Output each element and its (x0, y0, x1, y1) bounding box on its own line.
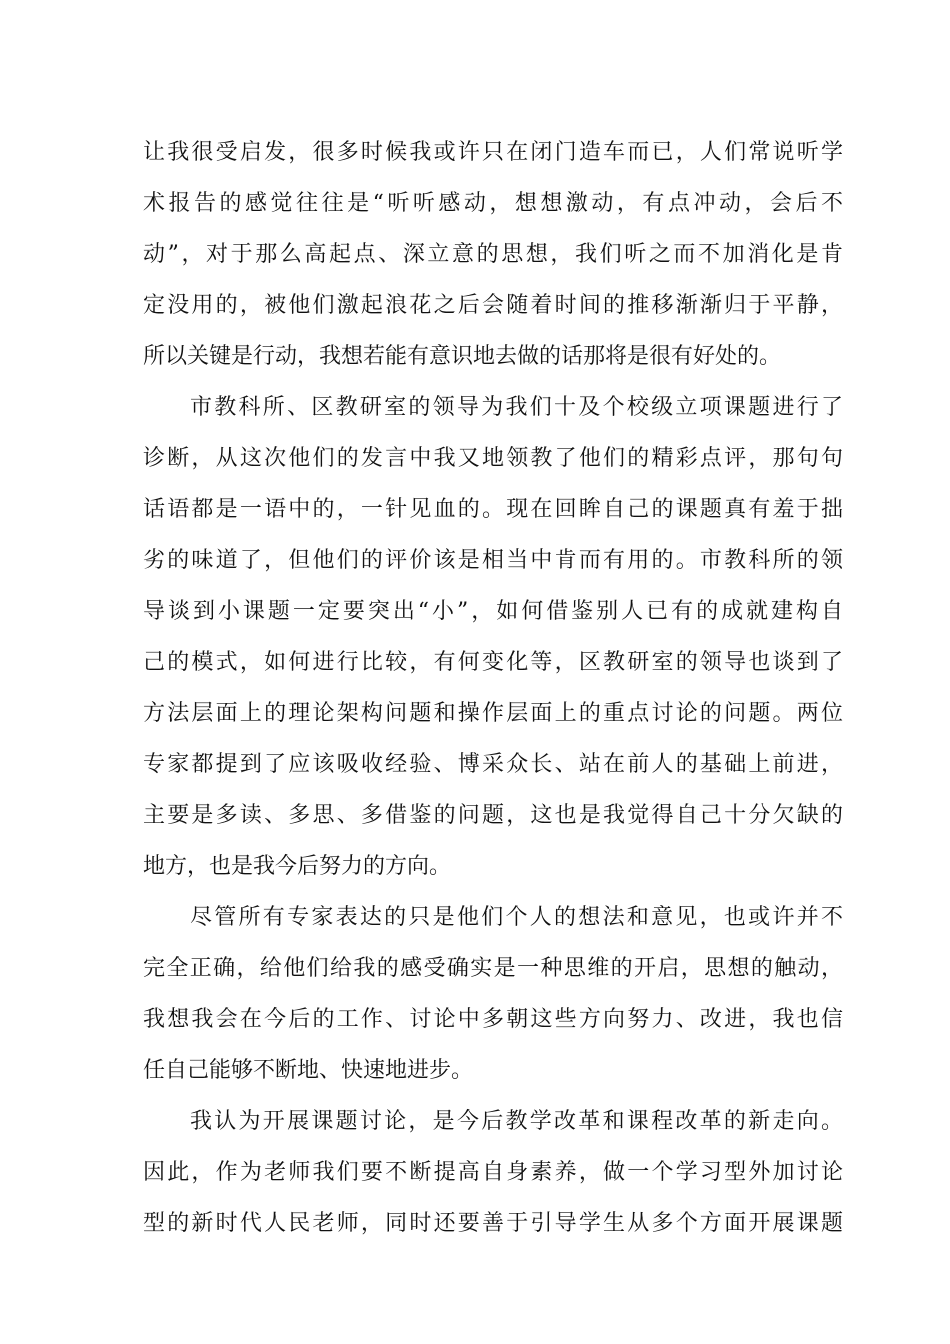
text-line: 任自己能够不断地、快速地进步。 (143, 1058, 474, 1083)
text-line: 话语都是一语中的，一针见血的。现在回眸自己的课题真有羞于拙 (143, 497, 843, 522)
paragraph-first-line: 市教科所、区教研室的领导为我们十及个校级立项课题进行了 (190, 395, 843, 420)
text-line: 诊断，从这次他们的发言中我又地领教了他们的精彩点评，那句句 (143, 446, 843, 471)
text-line: 完全正确，给他们给我的感受确实是一种思维的开启，思想的触动， (143, 956, 843, 981)
text-line: 动”，对于那么高起点、深立意的思想，我们听之而不加消化是肯 (143, 242, 843, 267)
text-line: 因此，作为老师我们要不断提高自身素养，做一个学习型外加讨论 (143, 1160, 843, 1185)
document-body (143, 127, 843, 1249)
text-line: 导谈到小课题一定要突出“小”，如何借鉴别人已有的成就建构自 (143, 599, 843, 624)
text-line: 方法层面上的理论架构问题和操作层面上的重点讨论的问题。两位 (143, 701, 843, 726)
text-line: 劣的味道了，但他们的评价该是相当中肯而有用的。市教科所的领 (143, 548, 843, 573)
text-line: 型的新时代人民老师，同时还要善于引导学生从多个方面开展课题 (143, 1211, 843, 1236)
paragraph-first-line: 尽管所有专家表达的只是他们个人的想法和意见，也或许并不 (190, 905, 843, 930)
text-line: 地方，也是我今后努力的方向。 (143, 854, 452, 879)
paragraph-first-line: 我认为开展课题讨论，是今后教学改革和课程改革的新走向。 (190, 1109, 843, 1134)
text-line: 主要是多读、多思、多借鉴的问题，这也是我觉得自己十分欠缺的 (143, 803, 843, 828)
text-line: 己的模式，如何进行比较，有何变化等，区教研室的领导也谈到了 (143, 650, 843, 675)
text-line: 专家都提到了应该吸收经验、博采众长、站在前人的基础上前进， (143, 752, 843, 777)
text-line: 让我很受启发，很多时候我或许只在闭门造车而已，人们常说听学 (143, 140, 843, 165)
text-line: 定没用的，被他们激起浪花之后会随着时间的推移渐渐归于平静， (143, 293, 843, 318)
text-line: 我想我会在今后的工作、讨论中多朝这些方向努力、改进，我也信 (143, 1007, 843, 1032)
text-line: 所以关键是行动，我想若能有意识地去做的话那将是很有好处的。 (143, 344, 782, 369)
text-line: 术报告的感觉往往是“听听感动，想想激动，有点冲动，会后不 (143, 191, 843, 216)
